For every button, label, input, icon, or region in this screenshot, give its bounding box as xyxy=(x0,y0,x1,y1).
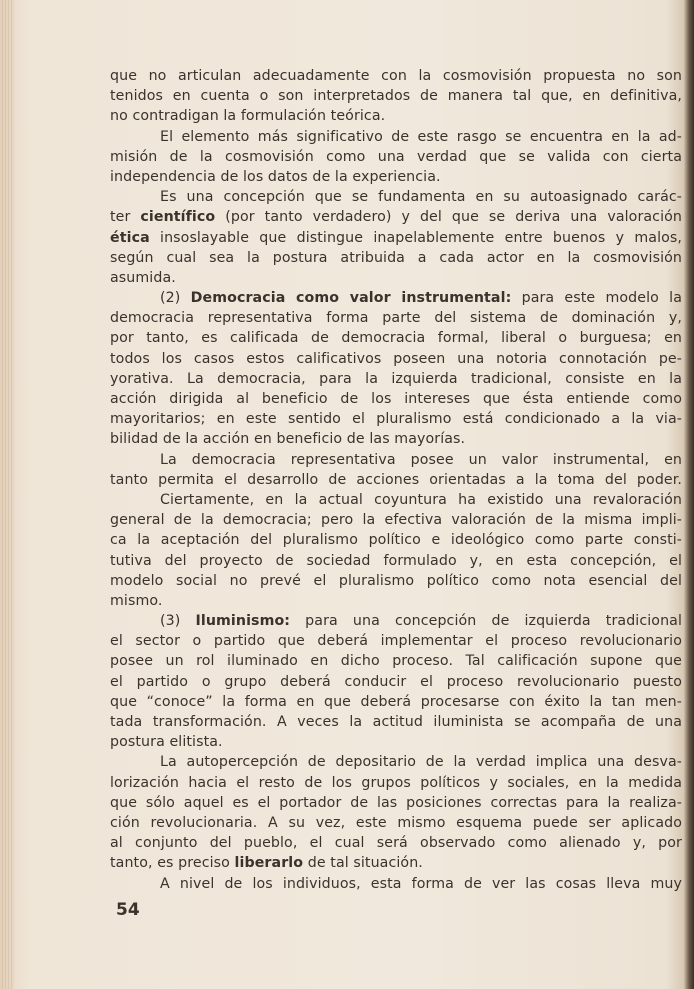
text-segment: acción dirigida al beneficio de los intereses que ésta entiende como xyxy=(110,391,682,407)
text-segment: lorización hacia el resto de los grupos políticos y sociales, en la medida xyxy=(110,774,682,791)
text-line xyxy=(110,530,682,550)
text-line xyxy=(110,228,682,248)
text-line xyxy=(110,551,682,571)
text-line xyxy=(110,813,682,833)
text-line xyxy=(110,308,682,328)
text-line xyxy=(110,732,682,752)
text-line xyxy=(110,86,682,106)
text-segment: tada transformación. A veces la actitud iluminista se acompaña de una xyxy=(110,714,682,730)
text-line xyxy=(110,106,682,126)
text-line xyxy=(110,692,682,712)
bold-term: ética xyxy=(110,229,150,246)
text-segment: postura elitista. xyxy=(110,734,223,751)
text-line xyxy=(110,672,682,692)
text-line xyxy=(110,268,682,288)
text-segment: (3) xyxy=(160,613,196,630)
text-segment: insoslayable que distingue inapelablemente entre buenos y malos, xyxy=(149,229,682,246)
text-segment: A nivel de los individuos, esta forma de ver las cosas lleva muy xyxy=(160,875,682,892)
text-segment: que no articulan adecuadamente con la cosmovisión propuesta no son xyxy=(110,68,682,84)
text-segment: misión de la cosmovisión como una verdad que se valida con cierta xyxy=(110,148,682,165)
text-segment: El elemento más significativo de este rasgo se encuentra en la ad- xyxy=(160,128,682,145)
bold-term: Democracia como valor instrumental: xyxy=(190,290,512,307)
text-line xyxy=(110,571,682,591)
text-segment: tanto, es preciso xyxy=(110,855,235,872)
text-line xyxy=(110,167,682,187)
text-line xyxy=(110,752,682,772)
text-line xyxy=(110,288,682,308)
text-segment: ción revolucionaria. A su vez, este mismo esquema puede ser aplicado xyxy=(110,814,682,831)
text-line xyxy=(110,631,682,651)
page-number: 54 xyxy=(116,900,140,920)
text-segment: para este modelo la xyxy=(511,290,682,307)
text-segment: todos los casos estos calificativos poseen una notoria connotación pe- xyxy=(110,350,682,367)
text-segment: tutiva del proyecto de sociedad formulado y, en esta concepción, el xyxy=(110,552,682,569)
text-line xyxy=(110,874,682,894)
text-line xyxy=(110,66,682,86)
bold-term: liberarlo xyxy=(234,855,304,872)
text-segment: modelo social no prevé el pluralismo político como nota esencial del xyxy=(110,572,682,589)
text-line xyxy=(110,127,682,147)
text-line xyxy=(110,450,682,470)
text-segment: el partido o grupo deberá conducir el proceso revolucionario puesto xyxy=(110,673,682,690)
text-line xyxy=(110,369,682,389)
text-line xyxy=(110,409,682,429)
text-segment: de tal situación. xyxy=(303,855,423,872)
text-segment: Ciertamente, en la actual coyuntura ha existido una revaloración xyxy=(160,491,682,508)
text-segment: según cual sea la postura atribuida a cada actor en la cosmovisión xyxy=(110,249,682,266)
text-segment: que sólo aquel es el portador de las posiciones correctas para la realiza- xyxy=(110,794,682,811)
text-line xyxy=(110,853,682,873)
text-line xyxy=(110,248,682,268)
body-text xyxy=(110,66,682,894)
text-segment: general de la democracia; pero la efectiva valoración de la misma impli- xyxy=(110,512,682,529)
text-segment: independencia de los datos de la experiencia. xyxy=(110,168,441,185)
text-segment: al conjunto del pueblo, el cual será observado como alienado y, por xyxy=(110,835,682,852)
text-segment: asumida. xyxy=(110,269,176,286)
text-segment: tanto permita el desarrollo de acciones orientadas a la toma del poder. xyxy=(110,471,682,488)
bold-term: Iluminismo: xyxy=(195,613,291,630)
text-line xyxy=(110,207,682,227)
text-line xyxy=(110,833,682,853)
text-line xyxy=(110,611,682,631)
text-line xyxy=(110,773,682,793)
text-segment: mismo. xyxy=(110,592,163,609)
text-line xyxy=(110,470,682,490)
text-segment: yorativa. La democracia, para la izquierda tradicional, consiste en la xyxy=(110,370,682,387)
text-segment: democracia representativa forma parte del sistema de dominación y, xyxy=(110,310,682,327)
text-line xyxy=(110,389,682,409)
text-segment: para una concepción de izquierda tradicional xyxy=(290,613,682,630)
text-line xyxy=(110,510,682,530)
text-line xyxy=(110,429,682,449)
text-segment: posee un rol iluminado en dicho proceso. Tal calificación supone que xyxy=(110,653,682,670)
text-segment: La democracia representativa posee un valor instrumental, en xyxy=(160,451,682,468)
bold-term: científico xyxy=(140,209,216,226)
text-line xyxy=(110,187,682,207)
text-line xyxy=(110,147,682,167)
text-segment: bilidad de la acción en beneficio de las mayorías. xyxy=(110,431,466,448)
text-segment: Es una concepción que se fundamenta en su autoasignado carác- xyxy=(160,189,682,206)
text-line xyxy=(110,328,682,348)
text-segment: ter xyxy=(110,209,141,226)
text-segment: La autopercepción de depositario de la verdad implica una desva- xyxy=(160,754,682,771)
text-line xyxy=(110,793,682,813)
text-line xyxy=(110,490,682,510)
text-segment: ca la aceptación del pluralismo político e ideológico como parte consti- xyxy=(110,532,682,549)
text-segment: por tanto, es calificada de democracia formal, liberal o burguesa; en xyxy=(110,330,682,347)
text-segment: (2) xyxy=(160,290,191,307)
text-segment: (por tanto verdadero) y del que se deriva una valoración xyxy=(215,209,682,226)
text-segment: que “conoce” la forma en que deberá procesarse con éxito la tan men- xyxy=(110,693,682,710)
text-line xyxy=(110,591,682,611)
text-segment: tenidos en cuenta o son interpretados de manera tal que, en definitiva, xyxy=(110,88,682,105)
page-left-edge xyxy=(0,0,14,989)
text-segment: no contradigan la formulación teórica. xyxy=(110,108,386,125)
text-segment: mayoritarios; en este sentido el pluralismo está condicionado a la via- xyxy=(110,411,682,428)
text-line xyxy=(110,712,682,732)
text-line xyxy=(110,651,682,671)
text-segment: el sector o partido que deberá implementar el proceso revolucionario xyxy=(110,633,682,650)
text-line xyxy=(110,349,682,369)
